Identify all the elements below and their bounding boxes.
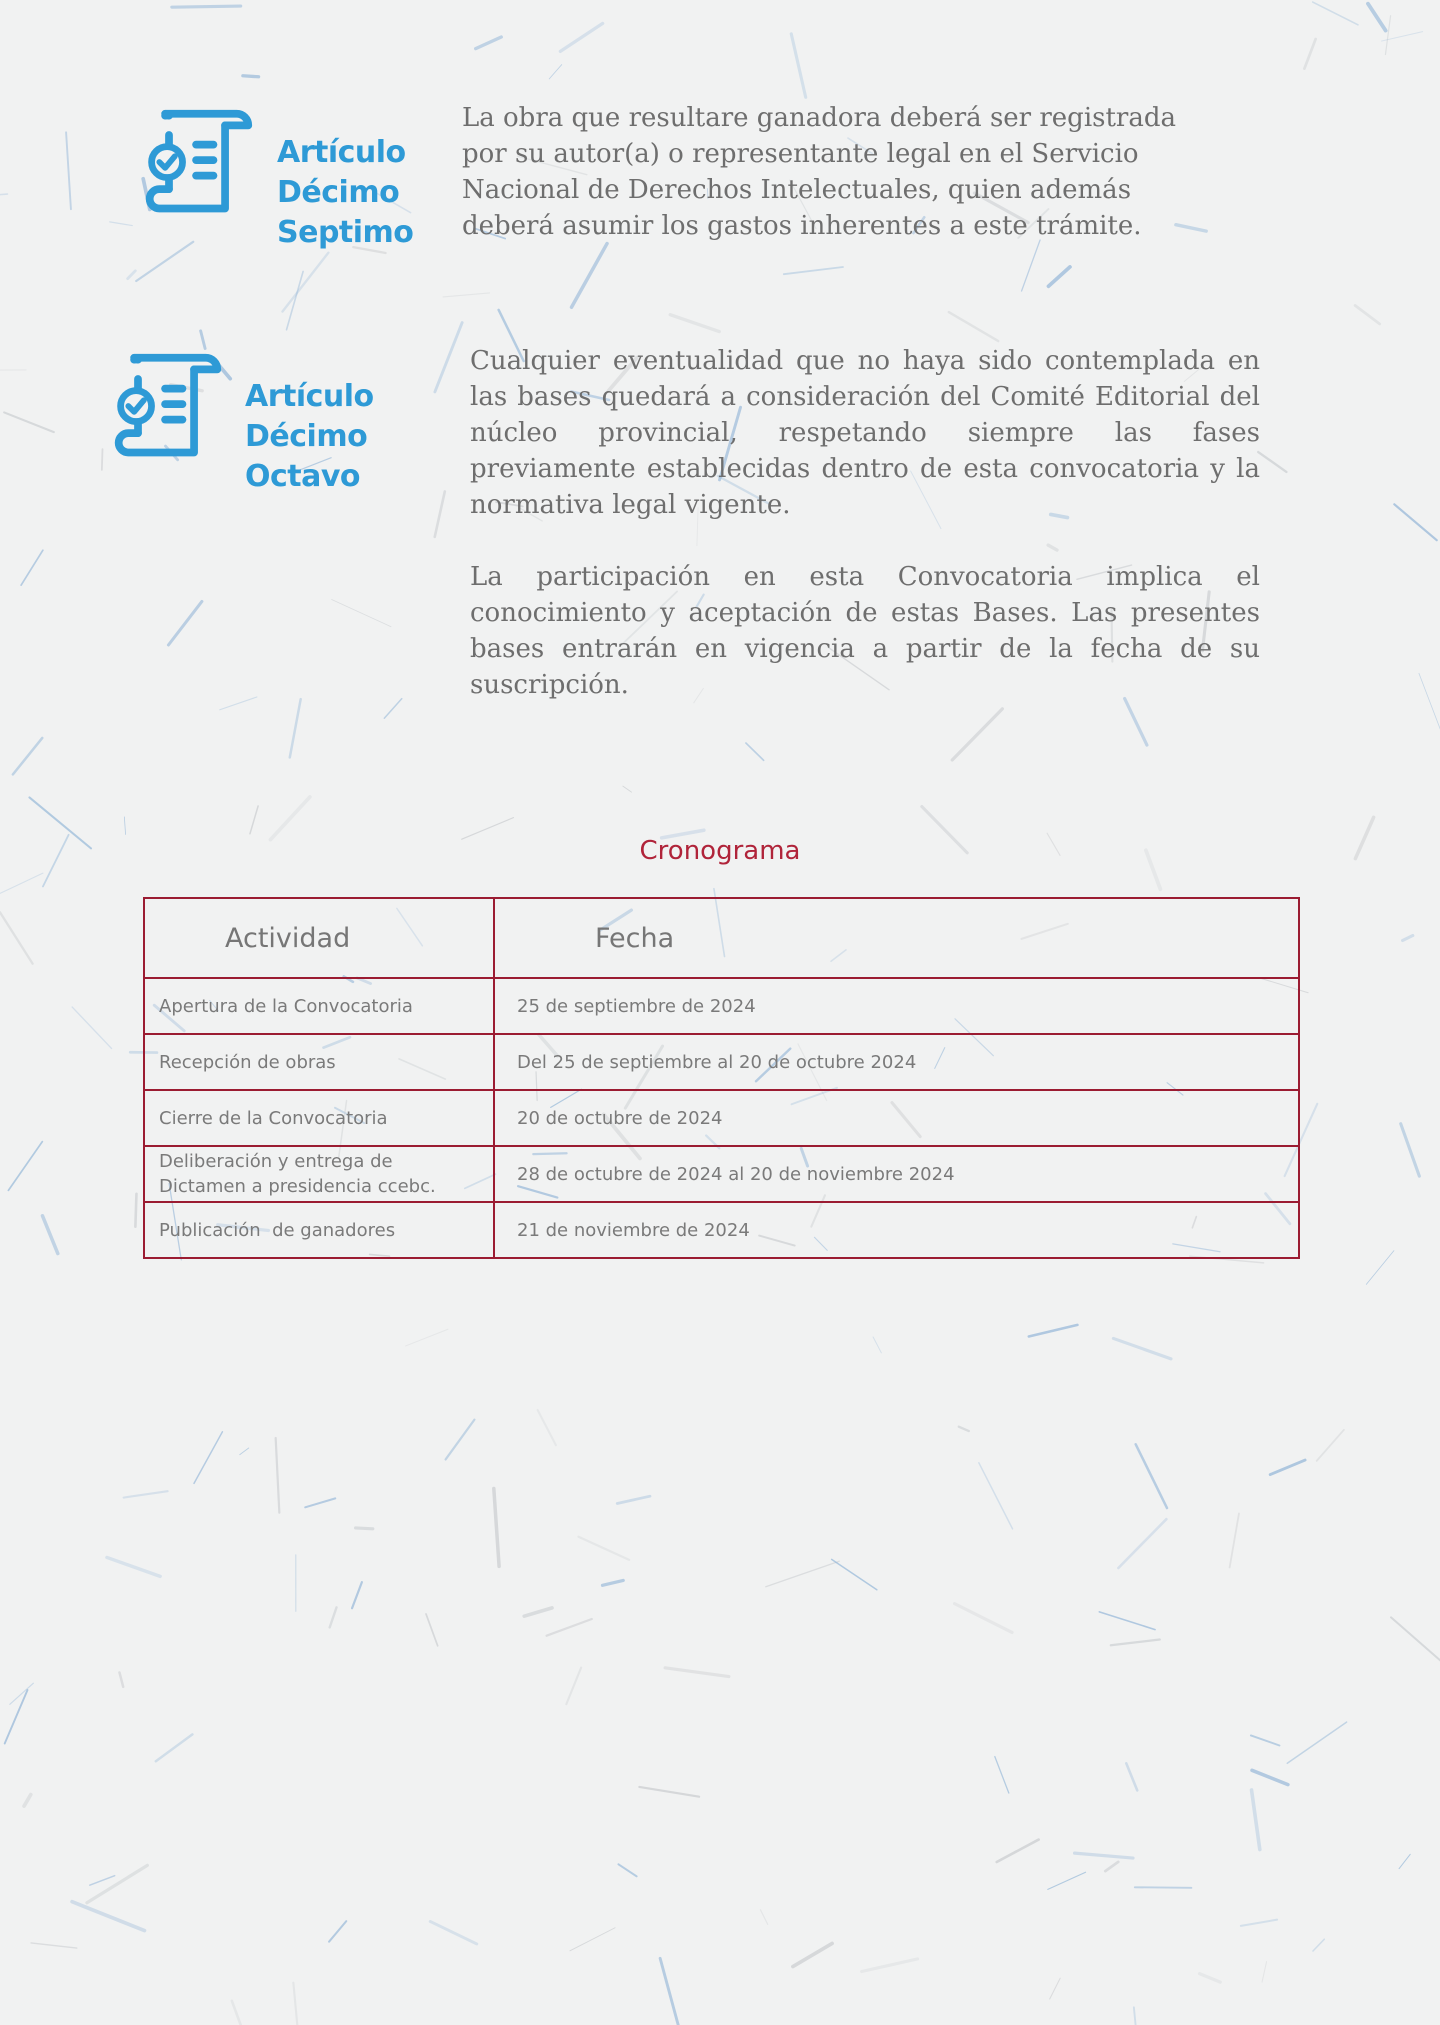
- schedule-title: Cronograma: [639, 836, 801, 866]
- article-paragraph: La participación en esta Convocatoria implica el conocimiento y aceptación de estas Bases. Las presentes bases entrarán en vigencia a partir de la fecha de su suscripción.: [470, 562, 1260, 700]
- paper-fibre: [639, 1787, 699, 1797]
- paper-fibre: [124, 817, 125, 835]
- activity-cell: Recepción de obras: [144, 1034, 494, 1090]
- paper-fibre: [760, 1910, 767, 1925]
- paper-fibre: [572, 244, 608, 308]
- paper-fibre: [124, 1491, 168, 1497]
- document-check-icon: [109, 350, 225, 466]
- paper-fibre: [243, 76, 259, 77]
- paper-fibre: [136, 242, 193, 281]
- paper-fibre: [1262, 1962, 1267, 1982]
- paper-fibre: [1401, 1124, 1420, 1176]
- paper-fibre: [1126, 1763, 1137, 1790]
- paper-fibre: [0, 873, 43, 901]
- article-title-line: Octavo: [245, 459, 361, 494]
- paper-fibre: [293, 1983, 298, 2025]
- table-row: [144, 1202, 1299, 1258]
- date-cell: 28 de octubre de 2024 al 20 de noviembre 2024: [494, 1146, 1299, 1202]
- paper-fibre: [1287, 1722, 1346, 1763]
- article-title-line: Septimo: [277, 215, 414, 250]
- article-title-line: Artículo: [277, 135, 406, 170]
- paper-fibre: [660, 1958, 679, 2025]
- paper-fibre: [1403, 935, 1413, 940]
- article-paragraph: La obra que resultare ganadora deberá ser registrada por su autor(a) o representante legal en el Servicio Nacional de Derechos Intelectuales, quien además deberá asumir los gastos inherentes a este trámite.: [462, 103, 1177, 241]
- paper-fibre: [168, 601, 201, 645]
- paper-fibre: [1419, 673, 1440, 743]
- paper-fibre: [524, 1608, 552, 1616]
- paper-fibre: [617, 1496, 650, 1503]
- paper-fibre: [352, 1582, 362, 1608]
- paper-fibre: [979, 1463, 1013, 1529]
- paper-fibre: [240, 1448, 249, 1455]
- paper-fibre: [0, 912, 33, 963]
- paper-fibre: [332, 600, 391, 627]
- paper-fibre: [21, 550, 43, 585]
- table-row: [144, 1034, 1299, 1090]
- paper-fibre: [476, 37, 502, 49]
- header-actividad: Actividad: [144, 898, 494, 978]
- paper-fibre: [1111, 1639, 1160, 1645]
- table-row: [144, 1090, 1299, 1146]
- paper-fibre: [435, 323, 462, 392]
- paper-fibre: [1048, 1872, 1086, 1889]
- paper-fibre: [746, 743, 764, 760]
- paper-fibre: [791, 34, 805, 97]
- paper-fibre: [13, 738, 42, 774]
- paper-fibre: [1394, 504, 1436, 540]
- paper-fibre: [1118, 1519, 1166, 1568]
- paper-fibre: [356, 1528, 373, 1529]
- paper-fibre: [119, 1672, 123, 1686]
- paper-fibre: [1355, 305, 1380, 323]
- paper-fibre: [1113, 1338, 1171, 1358]
- paper-fibre: [793, 1943, 832, 1966]
- paper-fibre: [1075, 1853, 1133, 1858]
- paper-fibre: [603, 1580, 624, 1585]
- paper-fibre: [1368, 4, 1386, 31]
- activity-cell: Deliberación y entrega de Dictamen a presidencia ccebc.: [144, 1146, 494, 1202]
- paper-fibre: [579, 1537, 630, 1560]
- paper-fibre: [1313, 1939, 1324, 1951]
- paper-fibre: [1304, 39, 1315, 69]
- paper-fibre: [443, 293, 489, 297]
- paper-fibre: [1391, 1617, 1440, 1666]
- paper-fibre: [72, 1902, 144, 1931]
- paper-fibre: [10, 1683, 34, 1704]
- paper-fibre: [955, 1604, 1012, 1633]
- article-body: [462, 100, 1210, 244]
- paper-fibre: [406, 1329, 448, 1346]
- paper-fibre: [494, 1488, 499, 1566]
- paper-fibre: [618, 1864, 636, 1876]
- paper-fibre: [305, 1498, 335, 1507]
- paper-fibre: [435, 491, 445, 536]
- paper-fibre: [276, 1438, 280, 1513]
- date-cell: 21 de noviembre de 2024: [494, 1202, 1299, 1258]
- paper-fibre: [1200, 1974, 1221, 1983]
- paper-fibre: [446, 1420, 475, 1460]
- paper-fibre: [1050, 1978, 1060, 1999]
- paper-fibre: [1136, 1444, 1167, 1508]
- paper-fibre: [42, 1216, 57, 1254]
- date-cell: 25 de septiembre de 2024: [494, 978, 1299, 1034]
- paper-fibre: [1258, 452, 1286, 472]
- paper-fibre: [547, 1619, 592, 1636]
- paper-fibre: [330, 1607, 337, 1627]
- article-paragraph: Cualquier eventualidad que no haya sido contemplada en las bases quedará a consideración del Comité Editorial del núcleo provincial, respetando siempre las fases previamente establecidas dentro de esta convocatoria y la normativa legal vigente.: [470, 346, 1260, 520]
- document-check-icon: [140, 106, 256, 222]
- paper-fibre: [997, 1840, 1039, 1862]
- paper-fibre: [4, 412, 54, 432]
- paper-fibre: [1022, 240, 1041, 291]
- paper-fibre: [287, 271, 304, 329]
- paper-fibre: [1048, 267, 1069, 286]
- paper-fibre: [8, 1142, 42, 1191]
- paper-fibre: [1366, 1251, 1394, 1285]
- article-title-line: Décimo: [245, 419, 368, 454]
- schedule-table: [143, 897, 1300, 1259]
- paper-fibre: [290, 699, 301, 757]
- table-row: [144, 1146, 1299, 1202]
- paper-fibre: [766, 1561, 839, 1587]
- article-body: [470, 343, 1260, 703]
- paper-fibre: [1241, 1920, 1277, 1926]
- paper-fibre: [232, 2001, 247, 2025]
- paper-fibre: [862, 1959, 918, 1972]
- paper-fibre: [1313, 2, 1358, 25]
- paper-fibre: [24, 1795, 31, 1806]
- paper-fibre: [102, 449, 103, 470]
- paper-fibre: [250, 806, 258, 834]
- paper-fibre: [832, 1559, 877, 1589]
- paper-fibre: [107, 1557, 160, 1576]
- paper-fibre: [283, 253, 329, 312]
- paper-fibre: [1230, 1513, 1239, 1567]
- paper-fibre: [1135, 1887, 1192, 1888]
- paper-fibre: [623, 786, 632, 792]
- paper-fibre: [1270, 1460, 1305, 1475]
- date-cell: 20 de octubre de 2024: [494, 1090, 1299, 1146]
- paper-fibre: [549, 65, 561, 79]
- activity-cell: Apertura de la Convocatoria: [144, 978, 494, 1034]
- activity-cell: Publicación de ganadores: [144, 1202, 494, 1258]
- paper-fibre: [135, 1194, 136, 1227]
- paper-fibre: [873, 1337, 881, 1353]
- paper-fibre: [1134, 2007, 1136, 2025]
- paper-fibre: [87, 1865, 147, 1902]
- paper-fibre: [566, 1668, 581, 1705]
- table-header-row: [144, 898, 1299, 978]
- paper-fibre: [538, 1410, 556, 1445]
- paper-fibre: [430, 1921, 477, 1944]
- date-cell: Del 25 de septiembre al 20 de octubre 2024: [494, 1034, 1299, 1090]
- paper-fibre: [72, 1007, 111, 1048]
- paper-fibre: [90, 1876, 115, 1886]
- paper-fibre: [1399, 1854, 1410, 1868]
- paper-fibre: [959, 1427, 969, 1431]
- paper-fibre: [1099, 1612, 1155, 1630]
- paper-fibre: [128, 271, 136, 279]
- article-title-line: Artículo: [245, 379, 374, 414]
- paper-fibre: [1105, 1862, 1118, 1871]
- paper-fibre: [172, 6, 241, 7]
- article-title: [277, 133, 413, 253]
- paper-fibre: [1252, 1770, 1288, 1784]
- paper-fibre: [1251, 1735, 1280, 1745]
- article-title-line: Décimo: [277, 175, 400, 210]
- paper-fibre: [670, 315, 719, 332]
- paper-fibre: [0, 194, 7, 198]
- paper-fibre: [156, 1734, 193, 1761]
- paper-fibre: [384, 699, 401, 719]
- paper-fibre: [31, 1943, 77, 1948]
- paper-fibre: [1125, 699, 1147, 746]
- paper-fibre: [220, 697, 257, 710]
- paper-fibre: [329, 1921, 346, 1942]
- paper-fibre: [570, 1928, 615, 1951]
- paper-fibre: [952, 709, 1002, 760]
- paper-fibre: [1252, 1790, 1260, 1850]
- paper-fibre: [560, 23, 602, 51]
- paper-fibre: [426, 1614, 438, 1646]
- table-row: [144, 978, 1299, 1034]
- paper-fibre: [1317, 1430, 1344, 1461]
- paper-fibre: [995, 1757, 1009, 1793]
- paper-fibre: [949, 312, 999, 341]
- paper-fibre: [270, 797, 309, 840]
- header-fecha: Fecha: [494, 898, 1299, 978]
- paper-fibre: [110, 222, 132, 226]
- activity-cell: Cierre de la Convocatoria: [144, 1090, 494, 1146]
- paper-fibre: [66, 132, 71, 209]
- paper-fibre: [201, 331, 205, 349]
- article-title: [245, 377, 374, 497]
- paper-fibre: [784, 267, 843, 274]
- paper-fibre: [1385, 16, 1390, 55]
- paper-fibre: [194, 1432, 222, 1484]
- paper-fibre: [1029, 1325, 1078, 1337]
- paper-fibre: [665, 1668, 729, 1677]
